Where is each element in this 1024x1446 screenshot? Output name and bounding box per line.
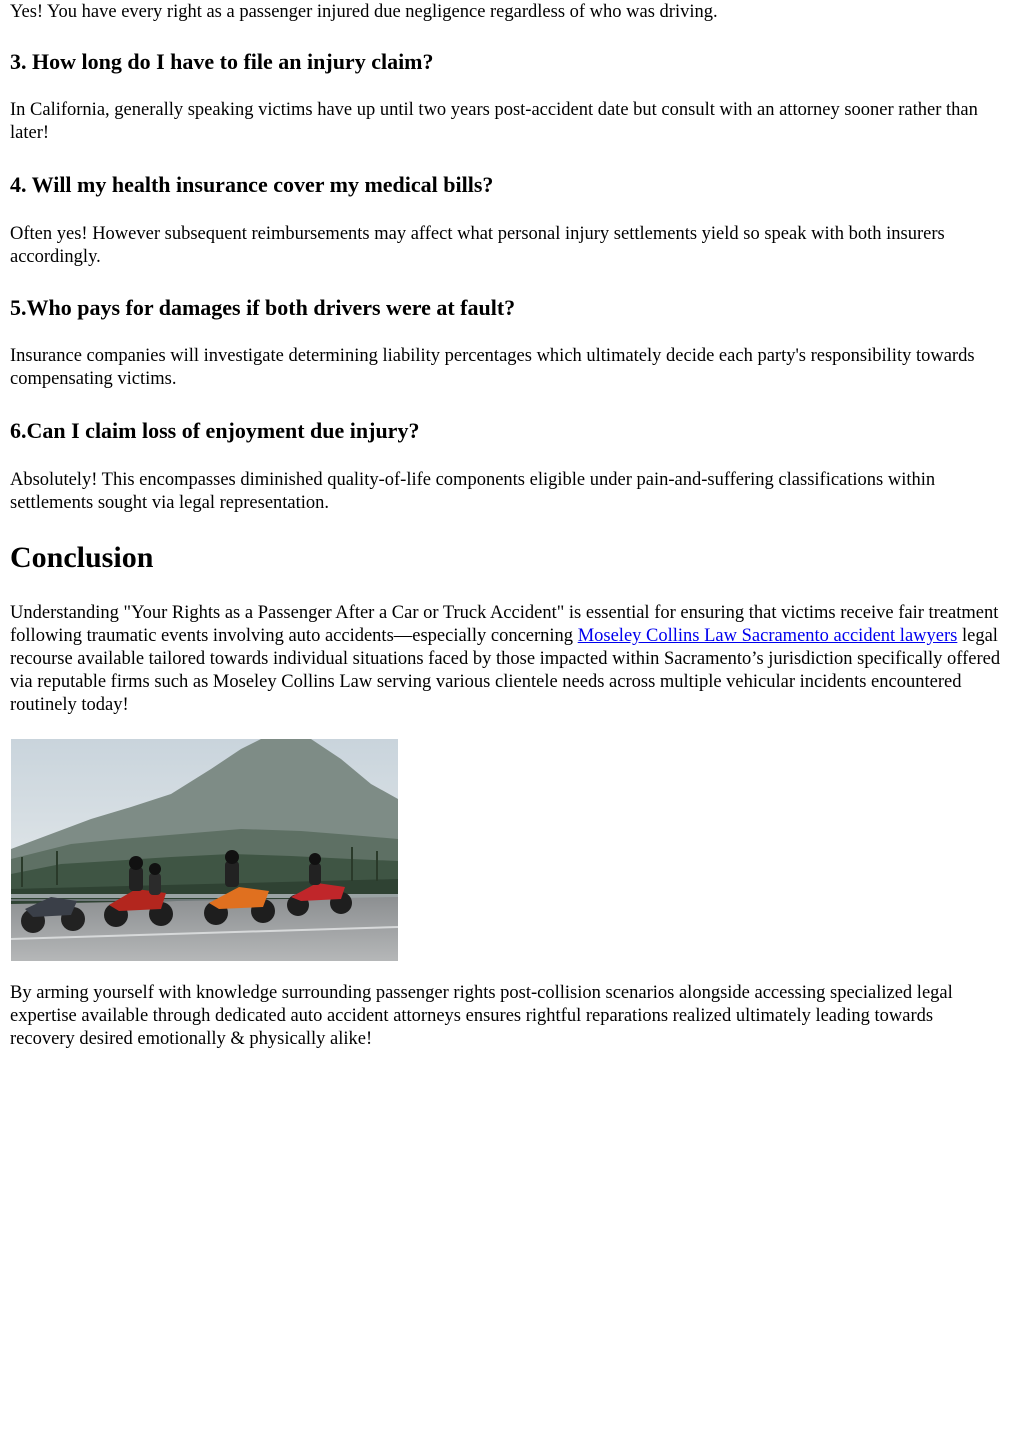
faq-answer-5: Insurance companies will investigate determining liability percentages which ultimately decide each party's responsibility towards compensating victims. <box>10 346 975 389</box>
faq-question-5: 5.Who pays for damages if both drivers were at fault? <box>10 295 516 320</box>
faq-question-4: 4. Will my health insurance cover my medical bills? <box>10 172 494 197</box>
faq-question-6: 6.Can I claim loss of enjoyment due injury? <box>10 418 420 443</box>
closing-paragraph: By arming yourself with knowledge surrounding passenger rights post-collision scenarios alongside accessing specialized legal expertise available through dedicated auto accident attorneys ensures rightful reparations realized ultimately leading towards recovery desired emotionally & physically alike! <box>10 983 953 1049</box>
conclusion-text-after-link: legal recourse available tailored towards individual situations faced by those impacted within Sacramento’s jurisdiction specifically offered via reputable firms such as Moseley Collins Law serving various clientele needs across multiple vehicular incidents encountered routinely today! <box>10 626 1001 715</box>
faq-answer-6: Absolutely! This encompasses diminished quality-of-life components eligible under pain-and-suffering classifications within settlements sought via legal representation. <box>10 470 936 513</box>
moseley-collins-link[interactable]: Moseley Collins Law Sacramento accident lawyers <box>577 626 958 646</box>
conclusion-paragraph <box>10 602 1005 717</box>
faq-question-3: 3. How long do I have to file an injury claim? <box>10 49 434 74</box>
conclusion-text-before-link: Understanding "Your Rights as a Passenger After a Car or Truck Accident" is essential for ensuring that victims receive fair treatment following traumatic events involving auto accidents—especially concerning <box>10 603 999 646</box>
motorcycles-road-photo <box>11 739 398 961</box>
intro-paragraph: Yes! You have every right as a passenger injured due negligence regardless of who was driving. <box>10 2 718 22</box>
faq-answer-3: In California, generally speaking victims have up until two years post-accident date but consult with an attorney sooner rather than later! <box>10 100 978 143</box>
conclusion-heading: Conclusion <box>10 541 154 574</box>
faq-answer-4: Often yes! However subsequent reimbursements may affect what personal injury settlements yield so speak with both insurers accordingly. <box>10 224 945 267</box>
